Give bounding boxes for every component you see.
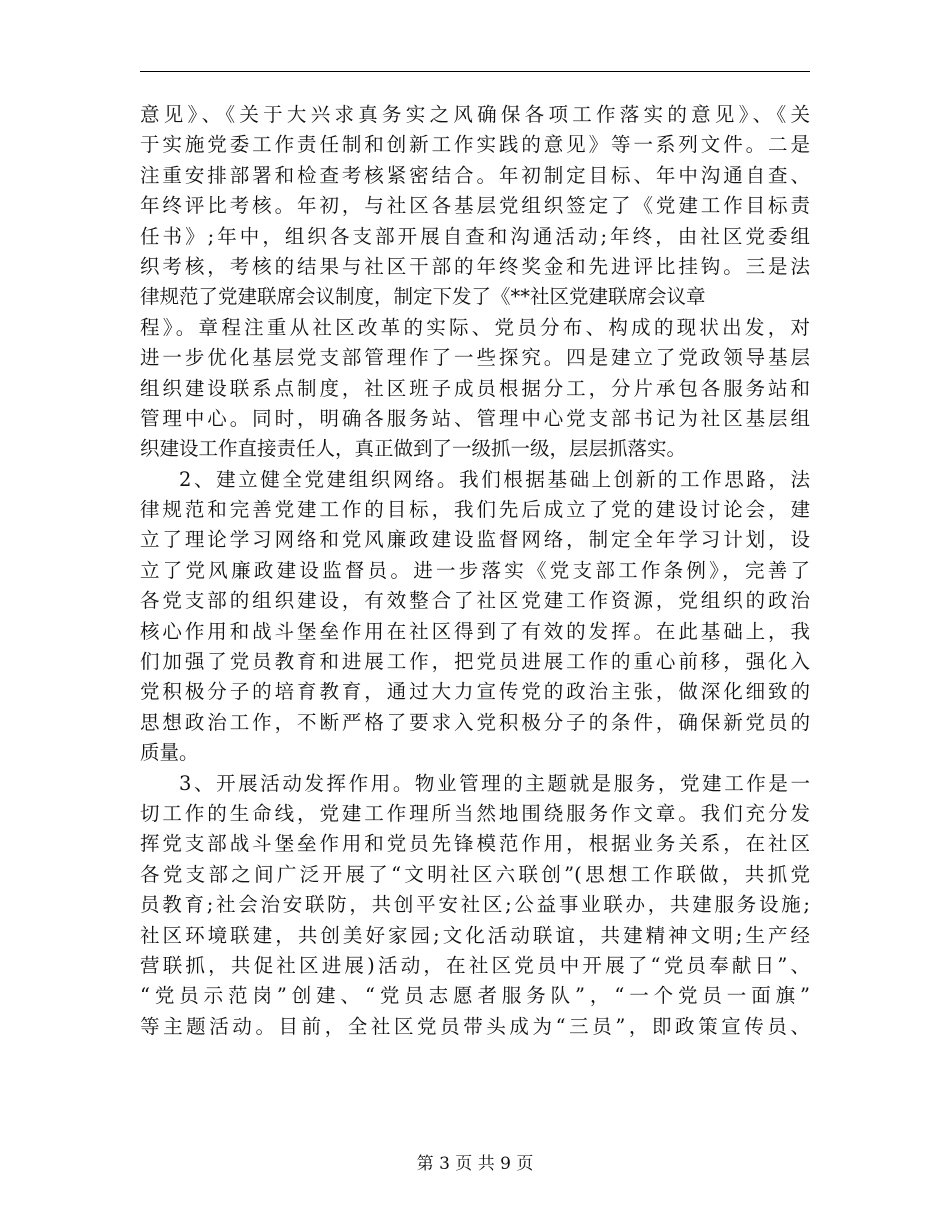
text-line: 管理中心。同时，明确各服务站、管理中心党支部书记为社区基层组 (140, 406, 810, 430)
paragraph-start-line: 3、开展活动发挥作用。物业管理的主题就是服务，党建工作是一 (179, 771, 810, 795)
text-line: 意见》、《关于大兴求真务实之风确保各项工作落实的意见》、《关 (140, 103, 810, 126)
paragraph-start-line: 2、建立健全党建组织网络。我们根据基础上创新的工作思路，法 (179, 467, 810, 491)
text-line: 进一步优化基层党支部管理作了一些探究。四是建立了党政领导基层 (140, 346, 810, 370)
text-line: 思想政治工作，不断严格了要求入党积极分子的条件，确保新党员的 (140, 710, 810, 734)
text-line: 切工作的生命线，党建工作理所当然地围绕服务作文章。我们充分发 (140, 801, 810, 825)
text-line: 等主题活动。目前，全社区党员带头成为“三员”，即政策宣传员、 (140, 1014, 810, 1038)
text-line: 立了党风廉政建设监督员。进一步落实《党支部工作条例》，完善了 (140, 558, 810, 582)
text-line: 注重安排部署和检查考核紧密结合。年初制定目标、年中沟通自查、 (140, 163, 810, 187)
text-line: 织考核，考核的结果与社区干部的年终奖金和先进评比挂钩。三是法 (140, 254, 810, 278)
text-line: 律规范和完善党建工作的目标，我们先后成立了党的建设讨论会，建 (140, 498, 810, 522)
text-line: 组织建设联系点制度，社区班子成员根据分工，分片承包各服务站和 (140, 376, 810, 400)
document-body (140, 100, 810, 1042)
text-line: 质量。 (140, 741, 199, 765)
text-line: 各党支部之间广泛开展了“文明社区六联创”(思想工作联做，共抓党 (140, 862, 810, 886)
text-line: 立了理论学习网络和党风廉政建设监督网络，制定全年学习计划，设 (140, 528, 810, 552)
text-line: 挥党支部战斗堡垒作用和党员先锋模范作用，根据业务关系，在社区 (140, 832, 810, 856)
header-rule (140, 71, 810, 72)
text-line: 律规范了党建联席会议制度，制定下发了《**社区党建联席会议章 (140, 285, 706, 309)
text-line: 党积极分子的培育教育，通过大力宣传党的政治主张，做深化细致的 (140, 680, 810, 704)
text-line: 程》。章程注重从社区改革的实际、党员分布、构成的现状出发，对 (140, 315, 810, 339)
text-line: 织建设工作直接责任人，真正做到了一级抓一级，层层抓落实。 (140, 437, 687, 461)
text-line: 员教育;社会治安联防，共创平安社区;公益事业联办，共建服务设施; (140, 893, 810, 917)
text-line: “党员示范岗”创建、“党员志愿者服务队”，“一个党员一面旗” (140, 984, 810, 1008)
text-line: 于实施党委工作责任制和创新工作实践的意见》等一系列文件。二是 (140, 133, 810, 157)
text-line: 们加强了党员教育和进展工作，把党员进展工作的重心前移，强化入 (140, 650, 810, 674)
text-line: 各党支部的组织建设，有效整合了社区党建工作资源，党组织的政治 (140, 589, 810, 613)
text-line: 年终评比考核。年初，与社区各基层党组织签定了《党建工作目标责 (140, 194, 810, 218)
text-line: 营联抓，共促社区进展)活动，在社区党员中开展了“党员奉献日”、 (140, 953, 810, 977)
text-line: 任书》;年中，组织各支部开展自查和沟通活动;年终，由社区党委组 (140, 224, 810, 248)
text-line: 核心作用和战斗堡垒作用在社区得到了有效的发挥。在此基础上，我 (140, 619, 810, 643)
page-number-footer: 第 3 页 共 9 页 (416, 1154, 534, 1174)
text-line: 社区环境联建，共创美好家园;文化活动联谊，共建精神文明;生产经 (140, 923, 810, 947)
